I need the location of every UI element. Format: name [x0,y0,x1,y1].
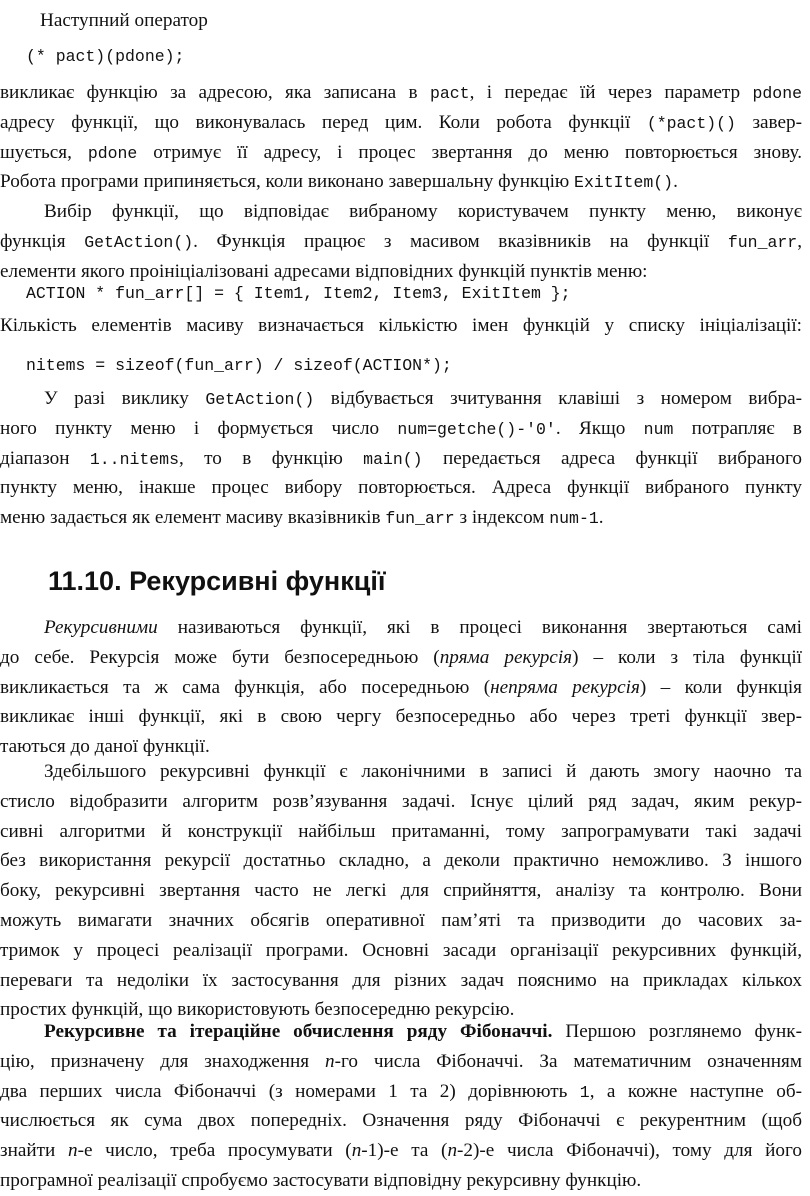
text-line: числюється як сума двох попередніх. Означення ряду Фібоначчі є рекурентним (щоб [0,1110,802,1132]
text-line: без використання рекурсії достатньо складно, а деколи практично неможливо. З іншого [0,850,802,872]
italic-term: n [67,1140,78,1162]
section-heading: 11.10. Рекурсивні функції [48,566,386,596]
text-line: Здебільшого рекурсивні функції є лаконічними в записі й дають змогу наочно та [44,761,802,782]
inline-code: 1..nitems [89,449,179,469]
code-fun-arr: ACTION * fun_arr[] = { Item1, Item2, Item3, ExitItem }; [26,284,571,303]
italic-term: n [351,1140,362,1162]
text-line: знайти n-е число, треба просумувати (n-1)-е та (n-2)-е числа Фібоначчі), тому для його [0,1140,802,1162]
text-line: два перших числа Фібоначчі (з номерами 1 та 2) дорівнюють 1, а кожне наступне об- [0,1080,802,1102]
inline-code: num=getche()-'0' [397,419,556,439]
text-line: функція GetAction(). Функція працює з масивом вказівників на функції fun_arr, [0,230,802,252]
inline-code: ExitItem() [574,173,674,193]
italic-term: непряма рекурсія [490,676,640,698]
intro-line: Наступний оператор [40,10,208,31]
text-line: боку, рекурсивні звертання часто не легкі для сприйняття, аналізу та контролю. Вони [0,880,802,902]
text-line: таються до даної функції. [0,736,210,758]
text-line: Робота програми припиняється, коли виконано завершальну функцію ExitItem(). [0,171,678,193]
text-line: Рекурсивне та ітераційне обчислення ряду Фібоначчі. Першою розглянемо функ- [44,1021,802,1042]
inline-code: GetAction() [84,232,194,252]
text-line: пункту меню, інакше процес вибору повторюється. Адреса функції вибраного пункту [0,477,802,499]
text-line: елементи якого проініціалізовані адресами відповідних функцій пунктів меню: [0,260,648,282]
text-line: програмної реалізації спробуємо застосувати відповідну рекурсивну функцію. [0,1170,642,1191]
code-nitems: nitems = sizeof(fun_arr) / sizeof(ACTION*); [26,356,452,375]
text-line: Вибір функції, що відповідає вибраному користувачем пункту меню, виконує [44,201,802,222]
italic-term: пряма рекурсія [439,646,573,668]
text-line: простих функцій, що використовують безпосередню рекурсію. [0,999,515,1021]
inline-code: GetAction() [205,390,315,409]
italic-term: n [325,1050,335,1072]
inline-code: pdone [752,84,802,103]
text-line: ного пункту меню і формується число num=getche()-'0'. Якщо num потрапляє в [0,417,802,439]
paragraph-count: Кількість елементів масиву визначається кількістю імен функцій у списку ініціалізації: [0,315,802,336]
italic-term: Рекурсивними [44,617,158,638]
italic-term: n [447,1140,458,1162]
code-pact-call: (* pact)(pdone); [26,47,185,66]
text-line: Рекурсивними називаються функції, які в процесі виконання звертаються самі [44,617,802,638]
text-line: адресу функції, що виконувалась перед цим. Коли робота функції (*pact)() завер- [0,111,802,133]
text-line: викликається та ж сама функція, або посередньою (непряма рекурсія) – коли функція [0,676,803,698]
text-line: У разі виклику GetAction() відбувається зчитування клавіші з номером вибра- [44,388,802,409]
text-line: цію, призначену для знаходження n-го числа Фібоначчі. За математичним означенням [0,1050,803,1072]
text-line: переваги та недоліки їх застосування для різних задач пояснимо на прикладах кількох [0,969,802,991]
inline-code: num [643,419,674,439]
inline-code: main() [363,449,423,469]
inline-code: (*pact)() [646,113,736,133]
inline-code: fun_arr [385,509,455,529]
text-line: викликає інші функції, які в свою чергу безпосередньо або через треті функції звер- [0,706,802,728]
text-line: до себе. Рекурсія може бути безпосередньою (пряма рекурсія) – коли з тіла функції [0,646,802,668]
bold-lead: Рекурсивне та ітераційне обчислення ряду Фібоначчі. [44,1021,553,1042]
inline-code: fun_arr [727,232,798,252]
text-line: шується, pdone отримує її адресу, і процес звертання до меню повторюється знову. [0,141,802,163]
text-line: меню задається як елемент масиву вказівників fun_arr з індексом num-1. [0,507,604,529]
text-line: можуть вимагати значних обсягів оперативної пам’яті та призводити до часових за- [0,910,802,931]
text-line: діапазон 1..nitems, то в функцію main() передається адреса функції вибраного [0,447,802,469]
inline-code: num-1 [549,509,599,529]
text-line: сивні алгоритми й конструкції найбільш притаманні, тому запрограмувати такі задачі [0,820,802,842]
text-line: тримок у процесі реалізації програми. Основні засади організації рекурсивних функцій, [0,939,802,961]
inline-code: pdone [87,143,138,163]
text-line: стисло відобразити алгоритм розв’язування задачі. Існує цілий ряд задач, яким рекур- [0,790,802,812]
inline-code: pact [429,84,470,103]
text-line: викликає функцію за адресою, яка записана в pact, і передає їй через параметр pdone [0,82,802,103]
inline-code: 1 [579,1082,590,1102]
